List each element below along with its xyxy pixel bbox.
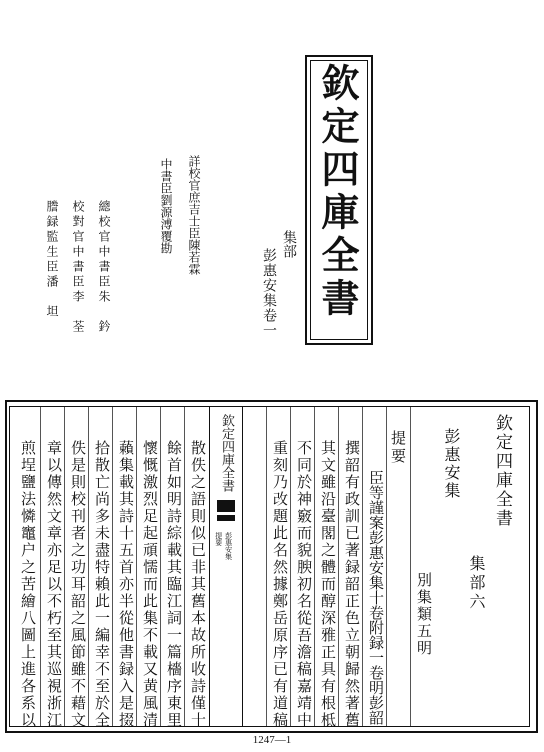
page-section: 集部六 [467,555,486,612]
column-rule [160,407,161,726]
spine-subtitle: 彭惠安集 提要 [214,532,233,560]
body-text-line: 佚是則校刊者之功耳韶之風節雖不藉文 [69,440,87,729]
credit-chief-checker: 總校官中書臣朱 鈐 [97,200,111,335]
body-text-line: 煎埕鹽法憐竈户之苦繪八圖上進各系以 [19,440,37,729]
credit-checker: 校對官中書臣李 荃 [71,200,85,335]
body-text-line: 懷慨激烈足起頑懦而此集不載又黄風清 [141,440,159,729]
credit-reviewer: 中書臣劉源溥覆勘 [159,158,173,254]
body-text-line: 藾集載其詩十五首亦半從他書録入是掇 [117,440,135,729]
column-rule [410,407,411,726]
column-rule [338,407,339,726]
column-rule [88,407,89,726]
credit-copyist: 謄録監生臣潘 坦 [45,200,59,320]
column-rule [290,407,291,726]
column-rule [266,407,267,726]
column-rule [184,407,185,726]
column-rule [386,407,387,726]
body-text-line: 其文雖沿臺閣之體而醇深雅正具有根柢 [319,440,337,729]
body-text-line: 不同於神竅而貌腴初名從吾澹稿嘉靖中 [295,440,313,729]
body-text-line: 撰韶有政訓已著録韶正色立朝歸然著舊 [343,440,361,729]
column-rule [136,407,137,726]
column-rule [314,407,315,726]
column-rule [64,407,65,726]
column-rule [40,407,41,726]
cover-title: 欽定四庫全書 [315,63,360,321]
body-text-line: 散佚之語則似已非其舊本故所收詩僅十 [189,440,207,729]
spine-title: 欽定四庫全書 [219,414,234,492]
page-series-title: 欽定四庫全書 [492,414,512,528]
credit-proofreader: 詳校官庶吉士臣陳若霖 [187,155,201,275]
page-category: 別集類五明 [415,572,433,657]
column-rule [112,407,113,726]
cover-section: 集部 [281,230,297,258]
body-text-line: 章以傳然文章亦足以不朽至其巡視浙江 [45,440,63,729]
body-text-line: 臣等謹案彭惠安集十卷附録一卷明彭韶 [367,470,385,725]
page-number: 1247—1 [252,734,292,746]
cover-book-title: 彭惠安集卷一 [261,248,277,338]
column-rule [362,407,363,726]
fish-tail-mark [217,500,235,512]
body-text-line: 重刻乃改題此名然據鄭岳原序已有道稿 [271,440,289,729]
page-heading-tiyao: 提要 [389,430,407,466]
fish-tail-mark [217,515,235,521]
page-book-title: 彭惠安集 [442,428,461,500]
body-text-line: 拾散亡尚多未盡特賴此一編幸不至於全 [93,440,111,729]
body-text-line: 餘首如明詩綜載其臨江詞一篇檣序東里 [165,440,183,729]
